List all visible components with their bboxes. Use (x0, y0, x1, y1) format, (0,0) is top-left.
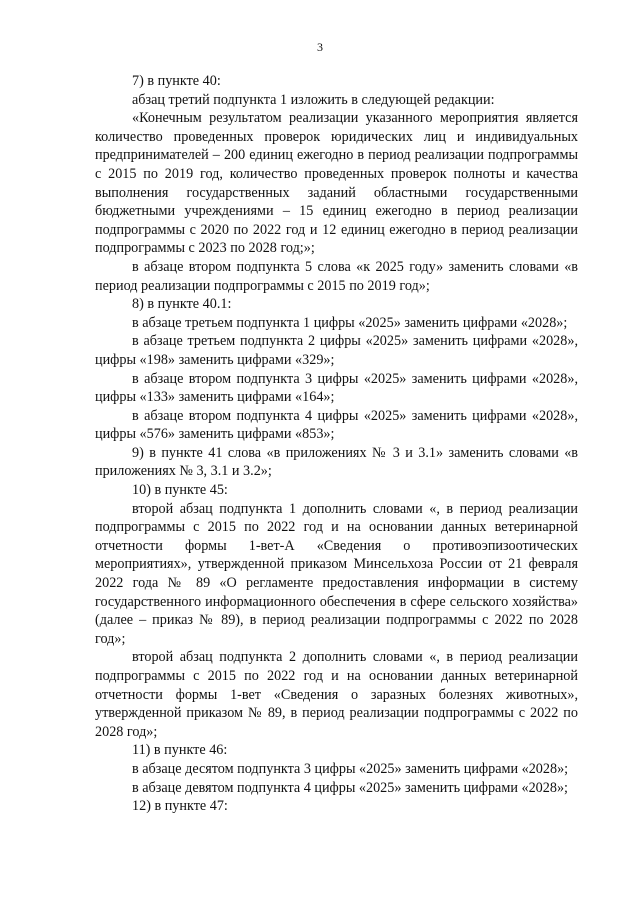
paragraph-item-12: 12) в пункте 47: (132, 798, 228, 815)
paragraph-podpunkt-2: в абзаце третьем подпункта 2 цифры «2025» заменить цифрами «2028», цифры «198» заменить цифрами «329»; (95, 333, 578, 368)
paragraph-quote-result: «Конечным результатом реализации указанного мероприятия является количество проведенных проверок юридических лиц и индивидуальных предпринимателей – 200 единиц ежегодно в период реализации подпрограммы с 2015 по 2019 год, количество проведенных проверок полноты и качества выполнения государственных заданий областными государственными бюджетными учреждениями – 15 единиц ежегодно в период реализации подпрограммы с 2020 по 2022 год и 12 единиц ежегодно в период реализации подпрограммы с 2023 по 2028 год;»; (95, 110, 578, 257)
document-body (95, 72, 578, 816)
page-number: 3 (317, 40, 323, 54)
paragraph-vtoroy-abzac-2: второй абзац подпункта 2 дополнить словами «, в период реализации подпрограммы с 2015 по 2022 год и на основании данных ветеринарной отчетности формы 1-вет «Сведения о заразных болезнях животных», утвержденной приказом № 89, в период реализации подпрограммы с 2022 по 2028 год»; (95, 649, 578, 740)
paragraph-podpunkt-3: в абзаце втором подпункта 3 цифры «2025» заменить цифрами «2028», цифры «133» заменить цифрами «164»; (95, 370, 578, 406)
paragraph-item-10: 10) в пункте 45: (132, 482, 228, 499)
paragraph-item-7: 7) в пункте 40: (132, 73, 221, 89)
paragraph-abzac-tretiy: абзац третий подпункта 1 изложить в следующей редакции: (132, 91, 495, 108)
paragraph-item-11: 11) в пункте 46: (132, 742, 228, 759)
paragraph-devyatom-abzac: в абзаце девятом подпункта 4 цифры «2025» заменить цифрами «2028»; (132, 779, 568, 796)
paragraph-podpunkt-5: в абзаце втором подпункта 5 слова «к 2025 году» заменить словами «в период реализации подпрограммы с 2015 по 2019 год»; (95, 258, 578, 294)
paragraph-vtoroy-abzac-1: второй абзац подпункта 1 дополнить словами «, в период реализации подпрограммы с 2015 по 2022 год и на основании данных ветеринарной отчетности формы 1-вет-А «Сведения о противоэпизоотических мероприятиях», утвержденной приказом Минсельхоза России от 21 февраля 2022 года № 89 «О регламенте предоставления информации в систему государственного информационного обеспечения в сфере сельского хозяйства» (далее – приказ № 89), в период реализации подпрограммы с 2022 по 2028 год»; (95, 500, 578, 647)
paragraph-item-9: 9) в пункте 41 слова «в приложениях № 3 и 3.1» заменить словами «в приложениях № 3, 3.1 и 3.2»; (95, 444, 578, 480)
paragraph-desyatom-abzac: в абзаце десятом подпункта 3 цифры «2025» заменить цифрами «2028»; (132, 760, 569, 777)
paragraph-item-8: 8) в пункте 40.1: (132, 296, 232, 313)
paragraph-podpunkt-1: в абзаце третьем подпункта 1 цифры «2025» заменить цифрами «2028»; (132, 314, 568, 331)
paragraph-podpunkt-4: в абзаце втором подпункта 4 цифры «2025» заменить цифрами «2028», цифры «576» заменить цифрами «853»; (95, 407, 578, 443)
